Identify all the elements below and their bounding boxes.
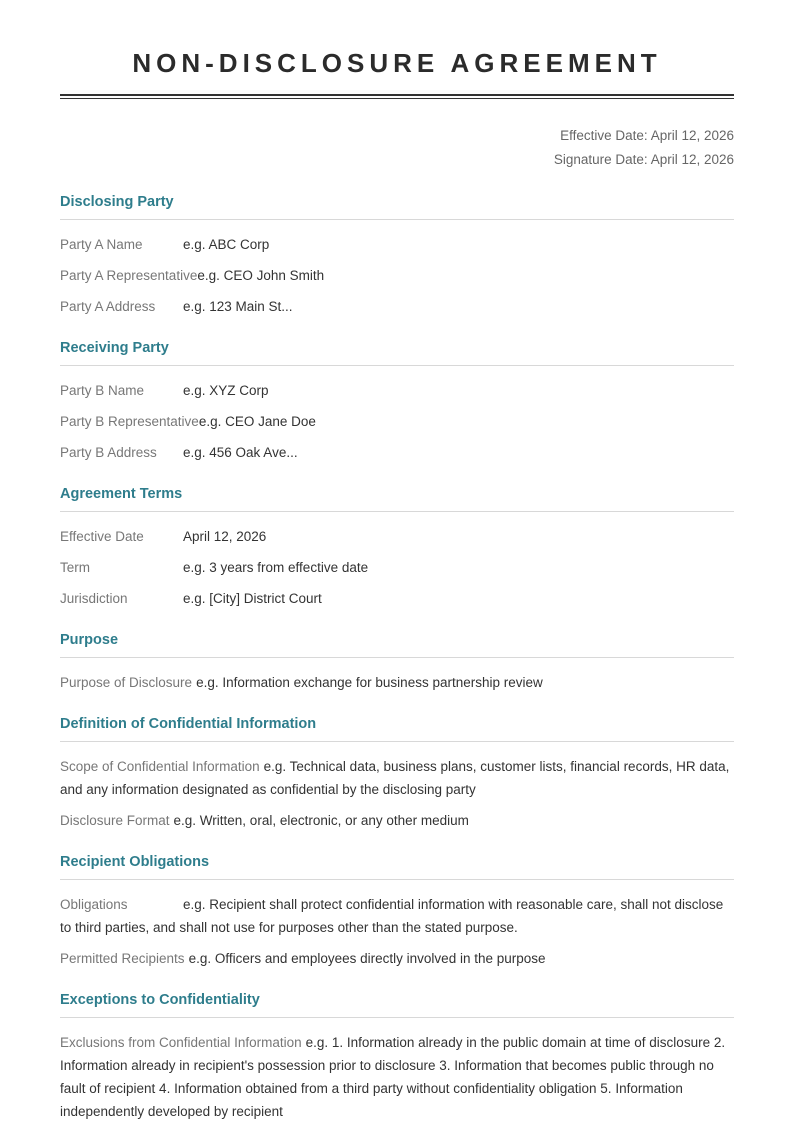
field-value[interactable]: e.g. Written, oral, electronic, or any other medium (173, 813, 469, 828)
field-value[interactable]: e.g. Information exchange for business partnership review (196, 675, 543, 690)
section-title: Definition of Confidential Information (60, 712, 734, 742)
field-row (60, 1031, 734, 1123)
field-row (60, 893, 734, 939)
field-row (60, 809, 734, 832)
title-divider (60, 94, 734, 99)
section-title: Exceptions to Confidentiality (60, 988, 734, 1018)
field-value[interactable]: e.g. Technical data, business plans, customer lists, financial records, HR data, and any information designated as confidential by the disclosing party (60, 759, 730, 797)
field-label: Jurisdiction (60, 591, 128, 606)
section-disclosing-party (60, 190, 734, 318)
section-title: Recipient Obligations (60, 850, 734, 880)
field-value[interactable]: e.g. ABC Corp (183, 237, 270, 252)
field-label: Disclosure Format (60, 813, 170, 828)
field-row (60, 233, 734, 256)
field-label: Party A Name (60, 237, 143, 252)
signature-date-text: Signature Date: April 12, 2026 (553, 152, 734, 167)
section-agreement-terms (60, 482, 734, 610)
field-row (60, 947, 734, 970)
field-label: Purpose of Disclosure (60, 675, 193, 690)
field-value[interactable]: e.g. 123 Main St... (183, 299, 293, 314)
section-purpose (60, 628, 734, 694)
field-value[interactable]: e.g. 3 years from effective date (183, 560, 369, 575)
nda-document (60, 0, 734, 1131)
field-value[interactable]: e.g. CEO Jane Doe (198, 414, 316, 429)
field-row (60, 671, 734, 694)
field-row (60, 755, 734, 801)
header-dates (60, 124, 734, 172)
field-value[interactable]: e.g. 456 Oak Ave... (183, 445, 298, 460)
document-title: NON-DISCLOSURE AGREEMENT (132, 48, 662, 78)
field-row (60, 556, 734, 579)
section-title: Purpose (60, 628, 734, 658)
section-receiving-party (60, 336, 734, 464)
field-row (60, 525, 734, 548)
field-label: Party B Name (60, 383, 145, 398)
field-value[interactable]: e.g. CEO John Smith (197, 268, 325, 283)
field-label: Term (60, 560, 90, 575)
field-label: Permitted Recipients (60, 951, 185, 966)
effective-date-text: Effective Date: April 12, 2026 (560, 128, 734, 143)
section-title: Disclosing Party (60, 190, 734, 220)
section-title: Receiving Party (60, 336, 734, 366)
field-value[interactable]: e.g. 1. Information already in the public domain at time of disclosure 2. Information already in recipient's possession prior to disclosure 3. Information that becomes public through no fault of recipient 4. Information obtained from a third party without confidentiality obligation 5. Information independently developed by recipient (60, 1035, 726, 1119)
field-label: Party B Representative (60, 414, 199, 429)
field-label: Scope of Confidential Information (60, 759, 260, 774)
section-title: Agreement Terms (60, 482, 734, 512)
field-value[interactable]: April 12, 2026 (183, 529, 267, 544)
field-row (60, 410, 734, 433)
field-label: Exclusions from Confidential Information (60, 1035, 302, 1050)
field-value[interactable]: e.g. [City] District Court (183, 591, 322, 606)
field-label: Effective Date (60, 529, 144, 544)
field-label: Obligations (60, 897, 128, 912)
field-row (60, 587, 734, 610)
field-label: Party A Representative (60, 268, 198, 283)
field-row (60, 264, 734, 287)
field-value[interactable]: e.g. Recipient shall protect confidential information with reasonable care, shall not disclose to third parties, and shall not use for purposes other than the stated purpose. (60, 897, 724, 935)
field-row (60, 379, 734, 402)
field-value[interactable]: e.g. Officers and employees directly involved in the purpose (188, 951, 546, 966)
section-confidential-definition (60, 712, 734, 832)
field-value[interactable]: e.g. XYZ Corp (183, 383, 269, 398)
field-row (60, 295, 734, 318)
field-label: Party A Address (60, 299, 156, 314)
section-recipient-obligations (60, 850, 734, 970)
field-label: Party B Address (60, 445, 157, 460)
section-exceptions (60, 988, 734, 1123)
field-row (60, 441, 734, 464)
